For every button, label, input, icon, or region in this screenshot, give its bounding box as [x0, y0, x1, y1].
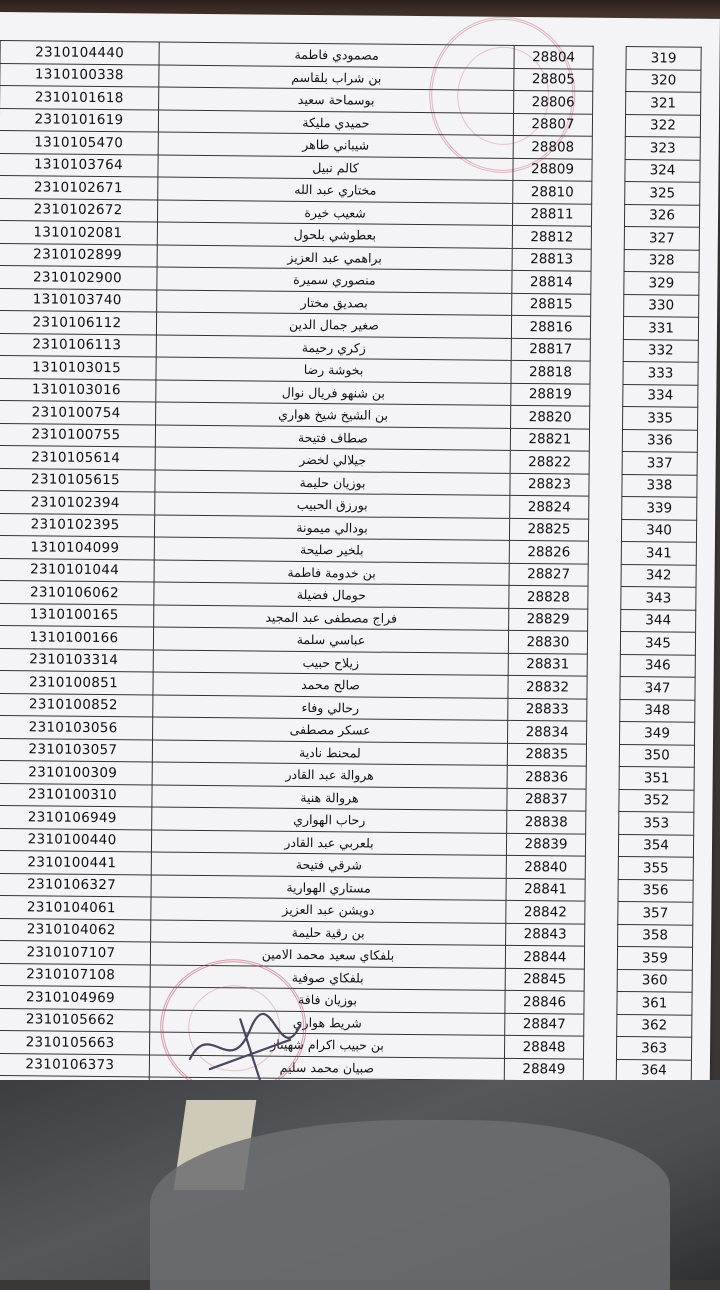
- code-cell: 28842: [506, 900, 585, 923]
- name-cell: هروالة هنية: [152, 784, 507, 810]
- row-number-cell: 326: [624, 204, 699, 227]
- code-cell: 28843: [506, 923, 585, 946]
- id-number-cell: 2310104061: [0, 895, 151, 919]
- row-number-cell: 353: [619, 811, 694, 834]
- code-cell: 28839: [506, 833, 585, 856]
- row-number-cell: 319: [626, 47, 701, 70]
- blank-cell: [586, 766, 619, 789]
- code-cell: 28825: [509, 518, 588, 541]
- blank-cell: [593, 46, 626, 69]
- id-number-cell: 2310104062: [0, 918, 151, 942]
- code-cell: 28824: [510, 495, 589, 518]
- row-number-cell: 352: [619, 789, 694, 812]
- blank-cell: [586, 811, 619, 834]
- code-cell: 28831: [508, 653, 587, 676]
- code-cell: 28826: [509, 540, 588, 563]
- row-number-cell: 358: [618, 924, 693, 947]
- id-number-cell: 2310106327: [0, 873, 151, 897]
- code-cell: 28833: [508, 698, 587, 721]
- row-number-cell: 360: [617, 969, 692, 992]
- blank-cell: [588, 609, 621, 632]
- blank-cell: [589, 451, 622, 474]
- name-cell: شيباني طاهر: [158, 132, 513, 158]
- name-cell: عباسي سلمة: [153, 627, 508, 653]
- name-cell: صالح محمد: [153, 672, 508, 698]
- name-cell: حميدي مليكة: [158, 110, 513, 136]
- row-number-cell: 348: [620, 699, 695, 722]
- id-number-cell: 2310100754: [0, 400, 156, 424]
- row-number-cell: 346: [620, 654, 695, 677]
- row-number-cell: 325: [625, 182, 700, 205]
- id-number-cell: 2310105614: [0, 445, 155, 469]
- id-number-cell: 2310103314: [0, 648, 153, 672]
- code-cell: 28830: [508, 630, 587, 653]
- id-number-cell: 1310102081: [0, 220, 157, 244]
- blank-cell: [589, 496, 622, 519]
- name-cell: بلخير صليحة: [154, 537, 509, 563]
- name-cell: مصمودي فاطمة: [159, 42, 514, 68]
- roster-table: [0, 40, 702, 1105]
- row-number-cell: 357: [618, 901, 693, 924]
- code-cell: 28815: [512, 293, 591, 316]
- blank-cell: [592, 136, 625, 159]
- code-cell: 28840: [506, 855, 585, 878]
- blank-cell: [588, 519, 621, 542]
- id-number-cell: 2310106062: [0, 580, 154, 604]
- row-number-cell: 356: [618, 879, 693, 902]
- id-number-cell: 1310100166: [0, 625, 154, 649]
- code-cell: 28834: [508, 720, 587, 743]
- row-number-cell: 331: [623, 317, 698, 340]
- row-number-cell: 364: [616, 1059, 691, 1082]
- id-number-cell: 1310103740: [0, 288, 157, 312]
- blank-cell: [585, 879, 618, 902]
- blank-cell: [591, 204, 624, 227]
- name-cell: صطاف فتيحة: [155, 425, 510, 451]
- code-cell: 28805: [514, 68, 593, 91]
- code-cell: 28817: [511, 338, 590, 361]
- name-cell: بصديق مختار: [157, 290, 512, 316]
- blank-cell: [593, 69, 626, 92]
- id-number-cell: 2310100310: [0, 783, 152, 807]
- name-cell: كالم نبيل: [158, 155, 513, 181]
- blank-cell: [592, 114, 625, 137]
- id-number-cell: 2310107108: [0, 963, 150, 987]
- row-number-cell: 332: [623, 339, 698, 362]
- name-cell: بورزق الحبيب: [155, 492, 510, 518]
- code-cell: 28838: [507, 810, 586, 833]
- blank-cell: [587, 699, 620, 722]
- name-cell: بوزيان فافة: [150, 987, 505, 1013]
- blank-cell: [584, 969, 617, 992]
- blank-cell: [583, 1059, 616, 1082]
- name-cell: بوزيان حليمة: [155, 470, 510, 496]
- blank-cell: [590, 316, 623, 339]
- code-cell: 28808: [513, 135, 592, 158]
- name-cell: حومال فضيلة: [154, 582, 509, 608]
- row-number-cell: 349: [620, 721, 695, 744]
- id-number-cell: 2310104969: [0, 985, 150, 1009]
- name-cell: دويشن عبد العزيز: [151, 897, 506, 923]
- name-cell: عسكر مصطفى: [153, 717, 508, 743]
- name-cell: منصوري سميرة: [157, 267, 512, 293]
- row-number-cell: 334: [623, 384, 698, 407]
- name-cell: زكري رحيمة: [156, 335, 511, 361]
- code-cell: 28816: [511, 315, 590, 338]
- code-cell: 28829: [509, 608, 588, 631]
- blank-cell: [592, 181, 625, 204]
- blank-cell: [591, 271, 624, 294]
- blank-cell: [590, 384, 623, 407]
- id-number-cell: 2310100440: [0, 828, 152, 852]
- code-cell: 28810: [513, 180, 592, 203]
- code-cell: 28821: [510, 428, 589, 451]
- blank-cell: [584, 946, 617, 969]
- code-cell: 28806: [514, 90, 593, 113]
- id-number-cell: 2310103056: [0, 715, 153, 739]
- name-cell: بخوشة رضا: [156, 357, 511, 383]
- row-number-cell: 343: [621, 586, 696, 609]
- name-cell: شريط هواري: [150, 1009, 505, 1035]
- name-cell: فراج مصطفى عبد المجيد: [154, 605, 509, 631]
- row-number-cell: 337: [622, 451, 697, 474]
- blank-cell: [588, 586, 621, 609]
- name-cell: بن شراب بلقاسم: [159, 65, 514, 91]
- row-number-cell: 354: [618, 834, 693, 857]
- name-cell: رحالي وفاء: [153, 694, 508, 720]
- row-number-cell: 329: [624, 272, 699, 295]
- background-clothing: [0, 1080, 720, 1280]
- code-cell: 28845: [505, 968, 584, 991]
- id-number-cell: 1310103764: [0, 153, 158, 177]
- id-number-cell: 2310102900: [0, 265, 157, 289]
- id-number-cell: 2310100441: [0, 850, 151, 874]
- name-cell: بن الشيخ شيخ هواري: [156, 402, 511, 428]
- blank-cell: [585, 924, 618, 947]
- id-number-cell: 2310106949: [0, 805, 152, 829]
- id-number-cell: 2310102394: [0, 490, 155, 514]
- code-cell: 28836: [507, 765, 586, 788]
- document-page: [0, 12, 720, 1104]
- id-number-cell: 2310101619: [0, 108, 159, 132]
- row-number-cell: 350: [619, 744, 694, 767]
- blank-cell: [591, 294, 624, 317]
- blank-cell: [583, 1036, 616, 1059]
- code-cell: 28812: [512, 225, 591, 248]
- row-number-cell: 342: [621, 564, 696, 587]
- row-number-cell: 345: [620, 631, 695, 654]
- code-cell: 28822: [510, 450, 589, 473]
- id-number-cell: 1310103016: [0, 378, 156, 402]
- name-cell: رحاب الهواري: [152, 807, 507, 833]
- name-cell: بلفكاي صوفية: [150, 964, 505, 990]
- id-number-cell: 1310100165: [0, 603, 154, 627]
- row-number-cell: 333: [623, 361, 698, 384]
- row-number-cell: 322: [625, 114, 700, 137]
- code-cell: 28811: [512, 203, 591, 226]
- blank-cell: [588, 541, 621, 564]
- name-cell: زيلاح حبيب: [153, 650, 508, 676]
- name-cell: جيلالي لخضر: [155, 447, 510, 473]
- name-cell: مستاري الهوارية: [151, 874, 506, 900]
- row-number-cell: 341: [621, 541, 696, 564]
- row-number-cell: 330: [624, 294, 699, 317]
- id-number-cell: 2310104440: [0, 41, 159, 65]
- blank-cell: [591, 249, 624, 272]
- code-cell: 28820: [511, 405, 590, 428]
- name-cell: هروالة عبد القادر: [152, 762, 507, 788]
- name-cell: شعيب خيرة: [157, 200, 512, 226]
- blank-cell: [592, 159, 625, 182]
- row-number-cell: 361: [617, 991, 692, 1014]
- code-cell: 28832: [508, 675, 587, 698]
- blank-cell: [593, 91, 626, 114]
- name-cell: بودالي ميمونة: [154, 515, 509, 541]
- name-cell: بلعربي عبد القادر: [151, 829, 506, 855]
- row-number-cell: 321: [626, 92, 701, 115]
- id-number-cell: 2310106112: [0, 310, 157, 334]
- code-cell: 28827: [509, 563, 588, 586]
- id-number-cell: 2310100852: [0, 693, 153, 717]
- row-number-cell: 335: [623, 406, 698, 429]
- code-cell: 28849: [504, 1058, 583, 1081]
- id-number-cell: 2310107107: [0, 940, 151, 964]
- blank-cell: [590, 406, 623, 429]
- id-number-cell: 1310104099: [0, 535, 154, 559]
- id-number-cell: 2310105615: [0, 468, 155, 492]
- name-cell: بن خدومة فاطمة: [154, 560, 509, 586]
- name-cell: بن رقية حليمة: [151, 919, 506, 945]
- id-number-cell: 2310106113: [0, 333, 156, 357]
- id-number-cell: 2310100309: [0, 760, 152, 784]
- id-number-cell: 2310101044: [0, 558, 154, 582]
- code-cell: 28848: [504, 1035, 583, 1058]
- name-cell: براهمي عبد العزيز: [157, 245, 512, 271]
- id-number-cell: 2310103057: [0, 738, 153, 762]
- row-number-cell: 344: [621, 609, 696, 632]
- code-cell: 28819: [511, 383, 590, 406]
- row-number-cell: 359: [617, 946, 692, 969]
- blank-cell: [590, 339, 623, 362]
- blank-cell: [588, 564, 621, 587]
- blank-cell: [587, 631, 620, 654]
- name-cell: بن حبيب اكرام شهيناز: [149, 1032, 504, 1058]
- id-number-cell: 2310105662: [0, 1008, 150, 1032]
- row-number-cell: 339: [622, 496, 697, 519]
- id-number-cell: 2310102671: [0, 175, 158, 199]
- blank-cell: [587, 654, 620, 677]
- id-number-cell: 1310105470: [0, 130, 158, 154]
- blank-cell: [586, 789, 619, 812]
- id-number-cell: 2310101618: [0, 86, 159, 110]
- id-number-cell: 2310105663: [0, 1030, 150, 1054]
- name-cell: صغير جمال الدين: [156, 312, 511, 338]
- row-number-cell: 347: [620, 676, 695, 699]
- blank-cell: [587, 676, 620, 699]
- code-cell: 28828: [509, 585, 588, 608]
- id-number-cell: 1310103015: [0, 355, 156, 379]
- row-number-cell: 338: [622, 474, 697, 497]
- code-cell: 28847: [505, 1013, 584, 1036]
- code-cell: 28837: [507, 788, 586, 811]
- blank-cell: [585, 856, 618, 879]
- id-number-cell: 2310100851: [0, 670, 153, 694]
- row-number-cell: 336: [622, 429, 697, 452]
- row-number-cell: 363: [616, 1036, 691, 1059]
- code-cell: 28804: [514, 45, 593, 68]
- blank-cell: [585, 901, 618, 924]
- id-number-cell: 2310102395: [0, 513, 155, 537]
- blank-cell: [585, 834, 618, 857]
- code-cell: 28814: [512, 270, 591, 293]
- name-cell: بلفكاي سعيد محمد الامين: [150, 942, 505, 968]
- code-cell: 28823: [510, 473, 589, 496]
- blank-cell: [586, 744, 619, 767]
- id-number-cell: 2310102672: [0, 198, 158, 222]
- name-cell: بعطوشي بلحول: [157, 222, 512, 248]
- blank-cell: [587, 721, 620, 744]
- blank-cell: [591, 226, 624, 249]
- row-number-cell: 328: [624, 249, 699, 272]
- code-cell: 28809: [513, 158, 592, 181]
- row-number-cell: 362: [617, 1014, 692, 1037]
- name-cell: لمحنط نادية: [152, 739, 507, 765]
- blank-cell: [590, 361, 623, 384]
- name-cell: شرقي فتيحة: [151, 852, 506, 878]
- row-number-cell: 340: [621, 519, 696, 542]
- name-cell: مختاري عبد الله: [158, 177, 513, 203]
- blank-cell: [584, 991, 617, 1014]
- name-cell: بوسماحة سعيد: [159, 87, 514, 113]
- code-cell: 28844: [505, 945, 584, 968]
- code-cell: 28835: [507, 743, 586, 766]
- blank-cell: [589, 474, 622, 497]
- code-cell: 28841: [506, 878, 585, 901]
- id-number-cell: 2310106373: [0, 1053, 149, 1077]
- name-cell: صبيان محمد سليم: [149, 1054, 504, 1080]
- name-cell: بن شنهو فريال نوال: [156, 380, 511, 406]
- row-number-cell: 355: [618, 856, 693, 879]
- id-number-cell: 2310102899: [0, 243, 157, 267]
- row-number-cell: 351: [619, 766, 694, 789]
- id-number-cell: 2310100755: [0, 423, 156, 447]
- row-number-cell: 324: [625, 159, 700, 182]
- code-cell: 28818: [511, 360, 590, 383]
- code-cell: 28813: [512, 248, 591, 271]
- row-number-cell: 323: [625, 137, 700, 160]
- row-number-cell: 320: [626, 69, 701, 92]
- blank-cell: [589, 429, 622, 452]
- signature: [170, 999, 341, 1091]
- id-number-cell: 1310100338: [0, 63, 159, 87]
- code-cell: 28807: [513, 113, 592, 136]
- code-cell: 28846: [505, 990, 584, 1013]
- blank-cell: [584, 1014, 617, 1037]
- row-number-cell: 327: [624, 227, 699, 250]
